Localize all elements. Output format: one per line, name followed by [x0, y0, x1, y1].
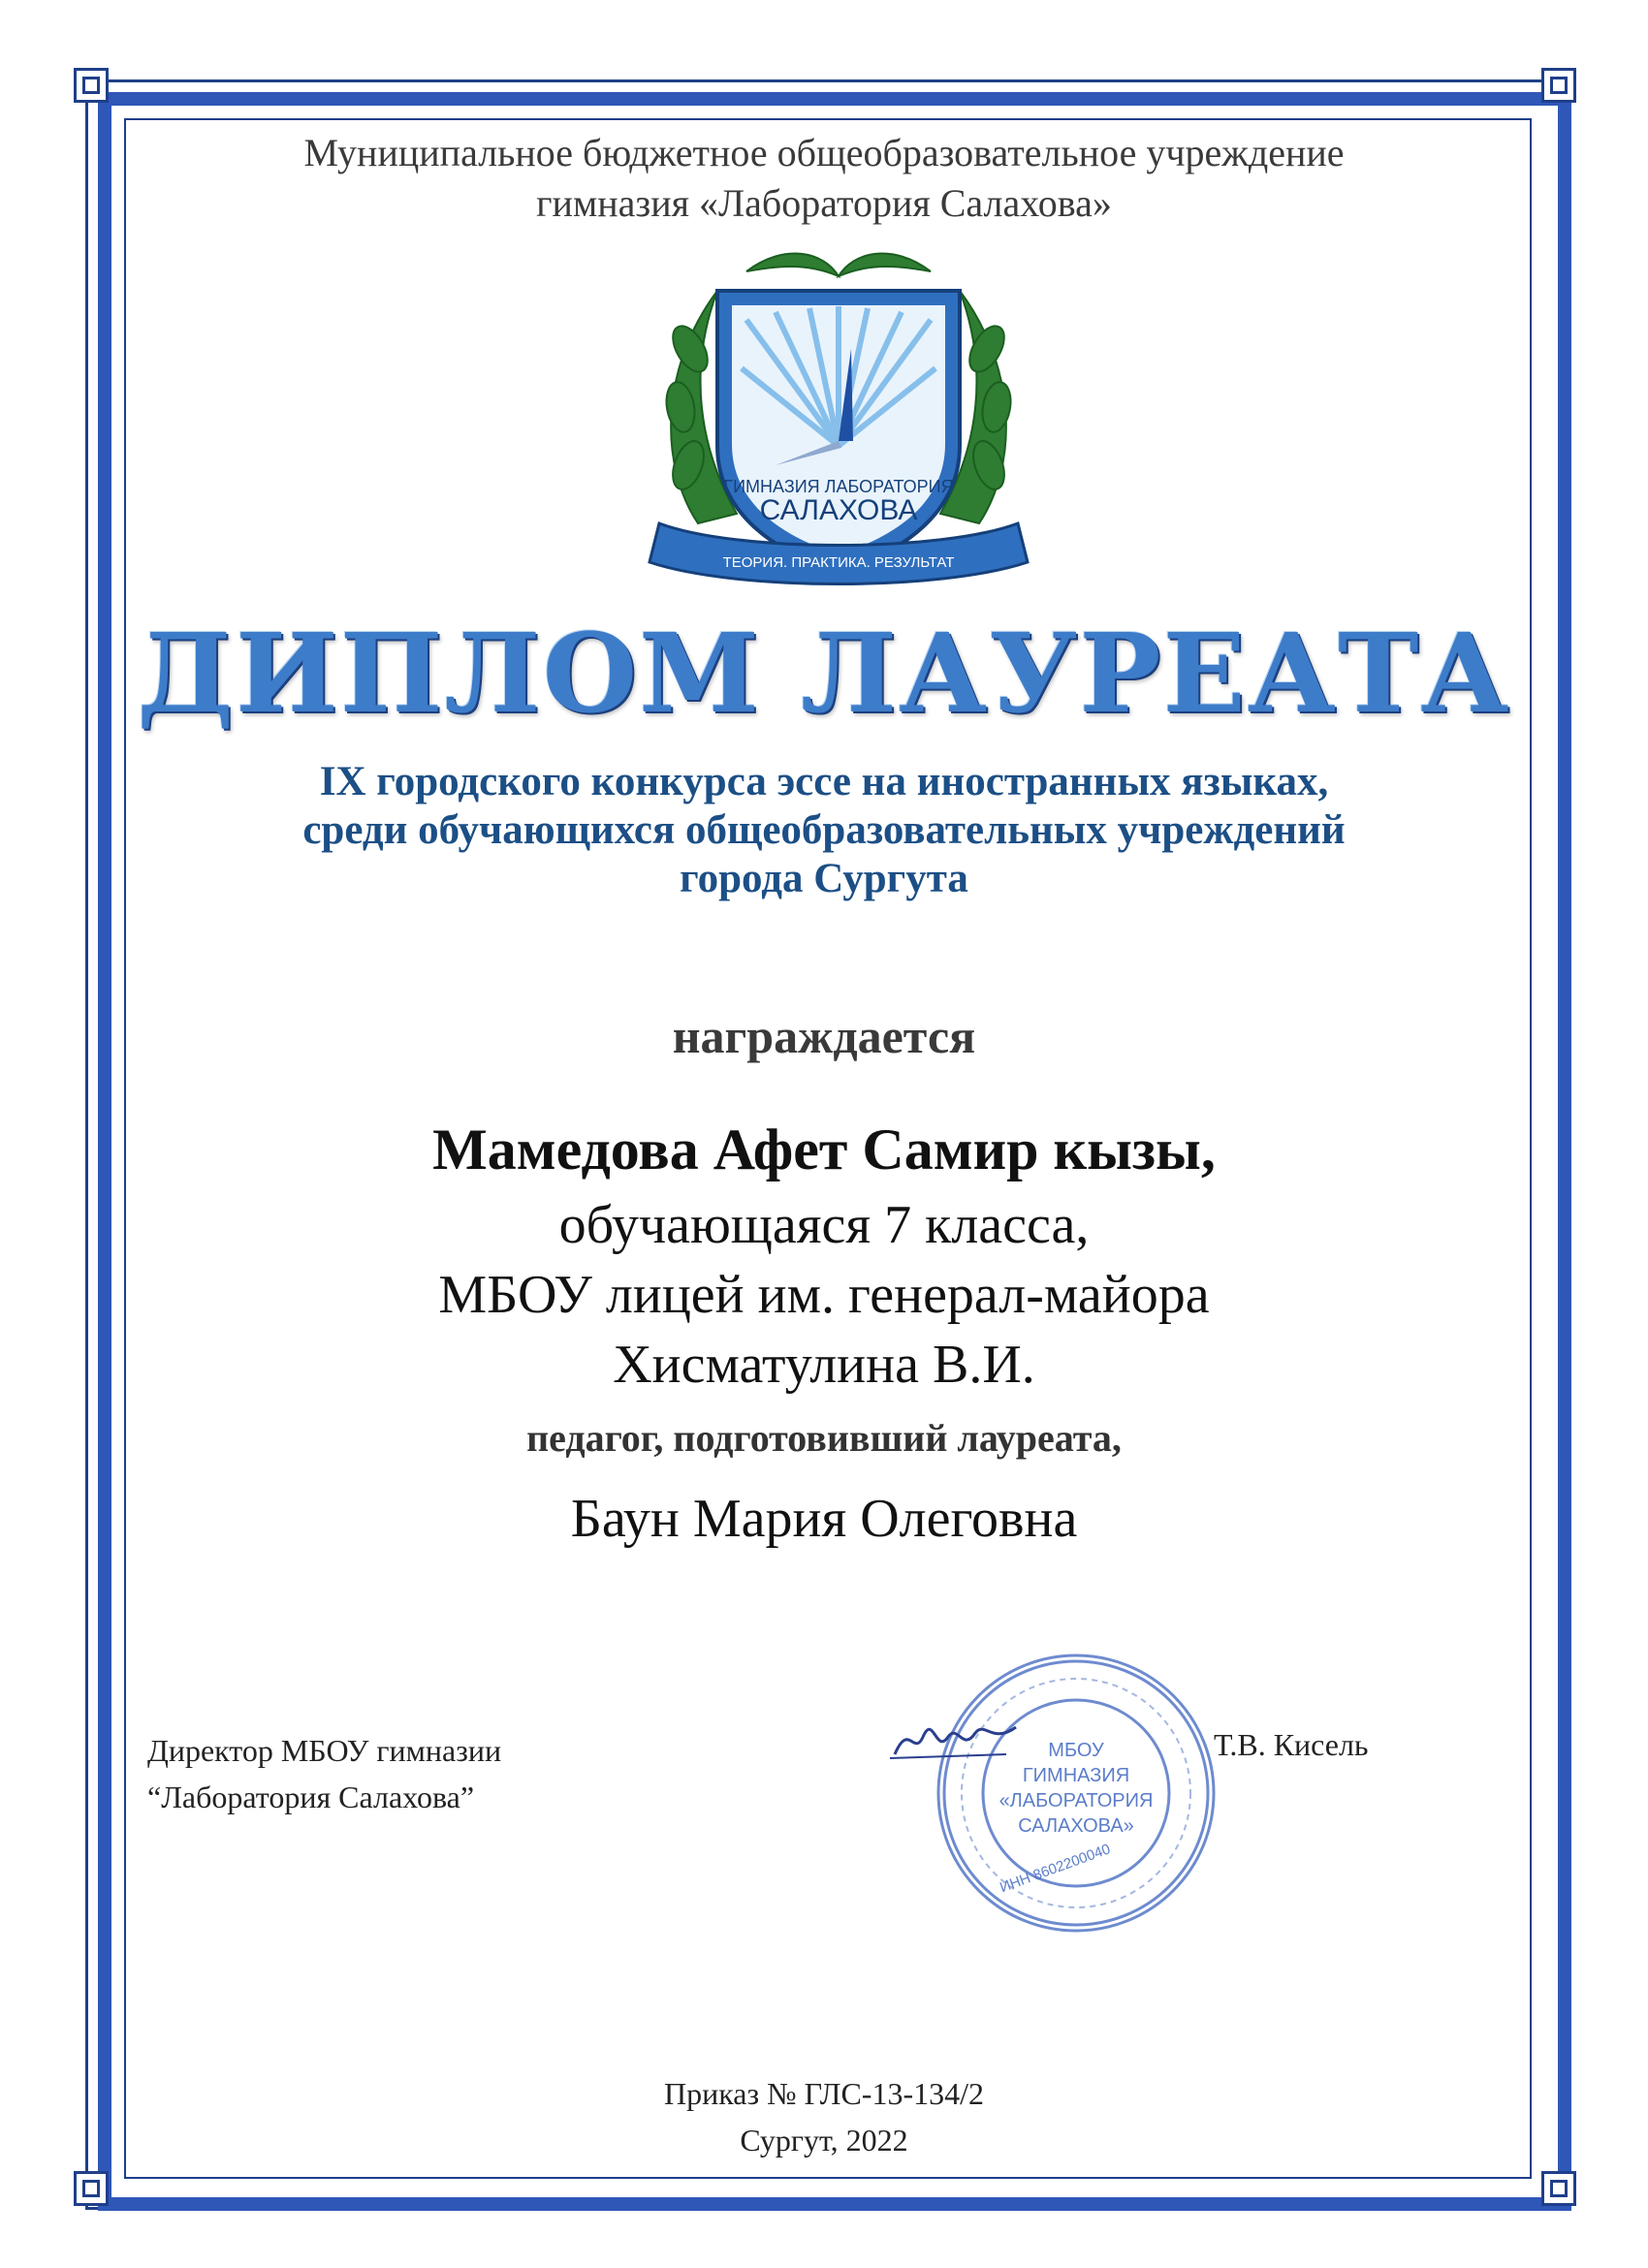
frame-corner-ornament — [74, 68, 109, 103]
institution-line-1: Муниципальное бюджетное общеобразовательное учреждение — [303, 131, 1345, 174]
stamp-inn: ИНН 8602200040 — [998, 1841, 1113, 1897]
logo-text-line-1: ГИМНАЗИЯ ЛАБОРАТОРИЯ — [723, 477, 954, 496]
director-signature — [890, 1716, 1026, 1764]
awarded-label: награждается — [672, 1009, 976, 1063]
director-title-line-1: Директор МБОУ гимназии — [147, 1733, 502, 1768]
stamp-line-4: САЛАХОВА» — [1018, 1815, 1134, 1837]
logo-text-line-2: САЛАХОВА — [759, 494, 918, 526]
contest-description — [0, 758, 1648, 903]
stamp-line-2: ГИМНАЗИЯ — [1022, 1765, 1130, 1786]
frame-corner-ornament — [1541, 2171, 1576, 2206]
stamp-line-1: МБОУ — [1048, 1740, 1104, 1761]
director-title — [147, 1727, 501, 1820]
frame-corner-ornament — [74, 2171, 109, 2206]
recipient-name: Мамедова Афет Самир кызы, — [432, 1118, 1216, 1181]
contest-line-1: IX городского конкурса эссе на иностранных языках, — [319, 759, 1329, 804]
director-title-line-2: “Лаборатория Салахова” — [147, 1780, 475, 1814]
diploma-title: ДИПЛОМ ЛАУРЕАТА — [137, 611, 1511, 738]
director-name: Т.В. Кисель — [1214, 1727, 1369, 1762]
recipient-line-3: Хисматулина В.И. — [613, 1335, 1035, 1395]
institution-header — [0, 128, 1648, 229]
frame-corner-ornament — [1541, 68, 1576, 103]
recipient-line-2: МБОУ лицей им. генерал-майора — [438, 1265, 1210, 1325]
city-year: Сургут, 2022 — [740, 2123, 908, 2158]
logo-motto: ТЕОРИЯ. ПРАКТИКА. РЕЗУЛЬТАТ — [722, 554, 955, 571]
teacher-label: педагог, подготовивший лауреата, — [526, 1416, 1122, 1460]
contest-line-3: города Сургута — [680, 856, 968, 901]
official-stamp — [931, 1648, 1221, 1938]
teacher-name: Баун Мария Олеговна — [570, 1489, 1078, 1549]
order-number: Приказ № ГЛС-13-134/2 — [663, 2076, 984, 2111]
order-footer — [0, 2070, 1648, 2163]
gymnasium-logo — [630, 233, 1047, 601]
institution-line-2: гимназия «Лаборатория Салахова» — [536, 181, 1112, 225]
stamp-line-3: «ЛАБОРАТОРИЯ — [998, 1790, 1154, 1811]
recipient-line-1: обучающаяся 7 класса, — [558, 1195, 1090, 1255]
contest-line-2: среди обучающихся общеобразовательных учреждений — [302, 807, 1346, 853]
recipient-info — [0, 1190, 1648, 1400]
